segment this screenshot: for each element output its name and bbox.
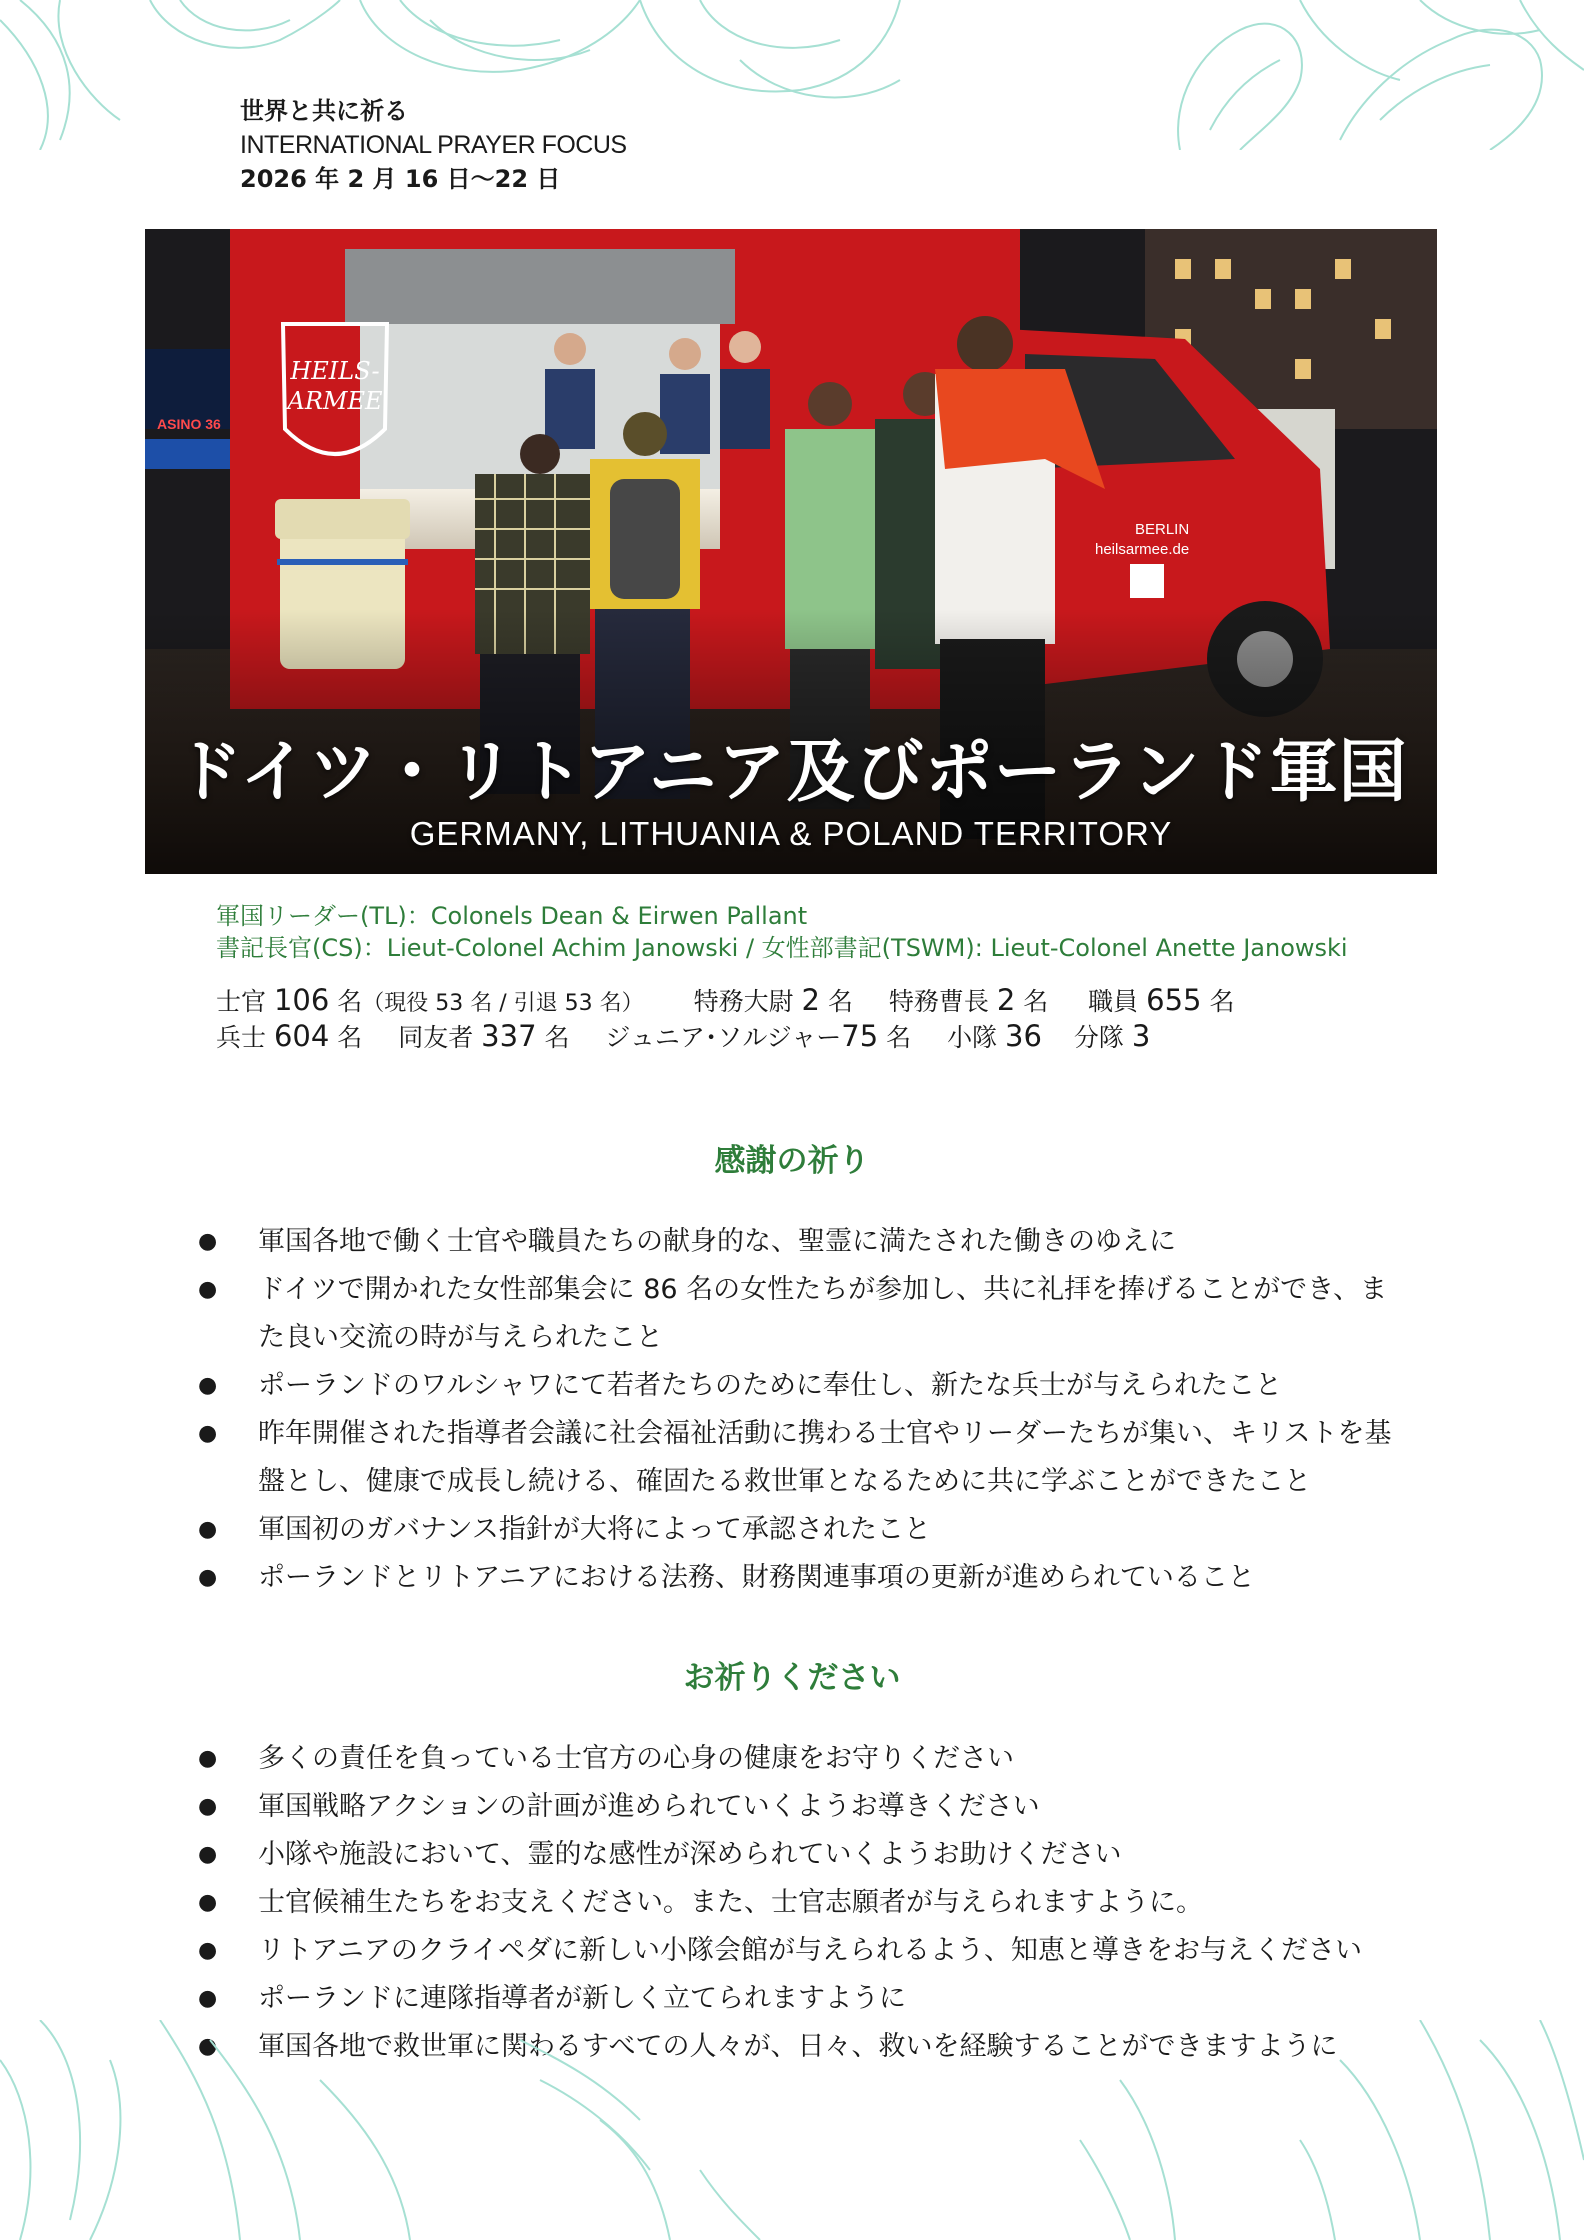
- junior-soldiers-unit: 名: [886, 1023, 912, 1052]
- bullet-icon: ●: [198, 1229, 218, 1254]
- request-item-text: 軍国戦略アクションの計画が進められていくようお導きください: [258, 1791, 1040, 1822]
- thanks-item-text: ドイツで開かれた女性部集会に 86 名の女性たちが参加し、共に礼拝を捧げることができ、また良い交流の時が与えられたこと: [258, 1274, 1388, 1353]
- bullet-icon: ●: [198, 1373, 218, 1398]
- officers-label: 士官: [216, 987, 267, 1016]
- envoys-unit: 名: [1023, 987, 1049, 1016]
- officers-value: 106: [273, 983, 330, 1017]
- employees-unit: 名: [1209, 987, 1235, 1016]
- van-shield-line2: ARMEE: [287, 387, 383, 415]
- soldiers-value: 604: [273, 1019, 330, 1053]
- thanks-item: [198, 1506, 1408, 1554]
- request-item-text: 士官候補生たちをお支えください。また、士官志願者が与えられますように。: [258, 1887, 1203, 1918]
- requests-list: [198, 1735, 1408, 2071]
- request-item: [198, 1879, 1408, 1927]
- request-item-text: 軍国各地で救世軍に関わるすべての人々が、日々、救いを経験することができますように: [258, 2031, 1338, 2062]
- header-block: [240, 94, 627, 196]
- van-city: BERLIN: [1135, 521, 1190, 538]
- adherents-unit: 名: [544, 1023, 570, 1052]
- territorial-leaders: 軍国リーダー(TL)：Colonels Dean & Eirwen Pallant: [216, 902, 808, 930]
- outposts-value: 3: [1131, 1019, 1151, 1053]
- van-url: heilsarmee.de: [1095, 541, 1190, 558]
- thanks-item-text: ポーランドとリトアニアにおける法務、財務関連事項の更新が進められていること: [258, 1562, 1255, 1593]
- bullet-icon: ●: [198, 1746, 218, 1771]
- request-item: [198, 1735, 1408, 1783]
- thanks-item-text: 軍国各地で働く士官や職員たちの献身的な、聖霊に満たされた働きのゆえに: [258, 1226, 1176, 1257]
- bullet-icon: ●: [198, 1421, 218, 1446]
- request-item-text: ポーランドに連隊指導者が新しく立てられますように: [258, 1983, 906, 2014]
- thanks-item: [198, 1554, 1408, 1602]
- aux-captains-label: 特務大尉: [693, 987, 794, 1016]
- soldiers-unit: 名: [337, 1023, 363, 1052]
- corps-value: 36: [1005, 1019, 1042, 1053]
- request-item: [198, 1975, 1408, 2023]
- header-title-jp: 世界と共に祈る: [240, 97, 408, 125]
- stats-row-2: [216, 1020, 1234, 1054]
- request-item-text: 小隊や施設において、霊的な感性が深められていくようお助けください: [258, 1839, 1122, 1870]
- header-date: 2026 年 2 月 16 日〜22 日: [240, 165, 561, 193]
- envoys-value: 2: [996, 983, 1016, 1017]
- thanks-item-text: ポーランドのワルシャワにて若者たちのために奉仕し、新たな兵士が与えられたこと: [258, 1370, 1282, 1401]
- bullet-icon: ●: [198, 1986, 218, 2011]
- header-title-en: INTERNATIONAL PRAYER FOCUS: [240, 131, 627, 159]
- officers-unit: 名: [337, 987, 363, 1016]
- chief-secretary: 書記長官(CS)：Lieut-Colonel Achim Janowski / 女性部書記(TSWM): Lieut-Colonel Anette Janowski: [216, 934, 1348, 962]
- thanks-list: [198, 1218, 1408, 1602]
- hero-title-en: GERMANY, LITHUANIA & POLAND TERRITORY: [409, 815, 1173, 852]
- thanks-title: 感謝の祈り: [714, 1143, 870, 1179]
- soldiers-label: 兵士: [216, 1023, 267, 1052]
- bullet-icon: ●: [198, 1517, 218, 1542]
- statistics-block: [216, 984, 1234, 1054]
- thanks-item: [198, 1266, 1408, 1362]
- employees-value: 655: [1146, 983, 1202, 1017]
- bullet-icon: ●: [198, 1794, 218, 1819]
- outposts-label: 分隊: [1073, 1023, 1124, 1052]
- hero-photo: [145, 229, 1437, 874]
- requests-title: お祈りください: [683, 1660, 901, 1696]
- thanks-item: [198, 1218, 1408, 1266]
- hero-title-jp: ドイツ・リトアニア及びポーランド軍国: [174, 733, 1408, 812]
- bullet-icon: ●: [198, 1842, 218, 1867]
- thanks-item-text: 軍国初のガバナンス指針が大将によって承認されたこと: [258, 1514, 931, 1545]
- employees-label: 職員: [1088, 987, 1139, 1016]
- van-shield-line1: HEILS-: [290, 357, 380, 385]
- request-item-text: リトアニアのクライペダに新しい小隊会館が与えられるよう、知恵と導きをお与えください: [258, 1935, 1363, 1966]
- request-item: [198, 1831, 1408, 1879]
- request-item-text: 多くの責任を負っている士官方の心身の健康をお守りください: [258, 1743, 1014, 1774]
- bullet-icon: ●: [198, 1277, 218, 1302]
- thanks-item: [198, 1410, 1408, 1506]
- aux-captains-value: 2: [801, 983, 820, 1017]
- adherents-value: 337: [481, 1019, 537, 1053]
- bullet-icon: ●: [198, 1938, 218, 1963]
- floral-border-top: [0, 0, 1584, 150]
- envoys-label: 特務曹長: [888, 987, 989, 1016]
- thanks-item: [198, 1362, 1408, 1410]
- bullet-icon: ●: [198, 2034, 218, 2059]
- thanks-item-text: 昨年開催された指導者会議に社会福祉活動に携わる士官やリーダーたちが集い、キリストを基盤とし、健康で成長し続ける、確固たる救世軍となるために共に学ぶことができたこと: [258, 1418, 1392, 1497]
- request-item: [198, 1783, 1408, 1831]
- hero-sign-left: ASINO 36: [157, 416, 221, 432]
- adherents-label: 同友者: [398, 1023, 474, 1052]
- officers-detail: （現役 53 名 / 引退 53 名）: [362, 991, 644, 1016]
- stats-row-1: [216, 984, 1234, 1020]
- corps-label: 小隊: [947, 1023, 998, 1052]
- bullet-icon: ●: [198, 1565, 218, 1590]
- junior-soldiers-label: ジュニア･ソルジャー: [605, 1023, 842, 1052]
- request-item: [198, 2023, 1408, 2071]
- bullet-icon: ●: [198, 1890, 218, 1915]
- junior-soldiers-value: 75: [841, 1019, 879, 1053]
- request-item: [198, 1927, 1408, 1975]
- leaders-block: [216, 900, 1348, 964]
- aux-captains-unit: 名: [827, 987, 853, 1016]
